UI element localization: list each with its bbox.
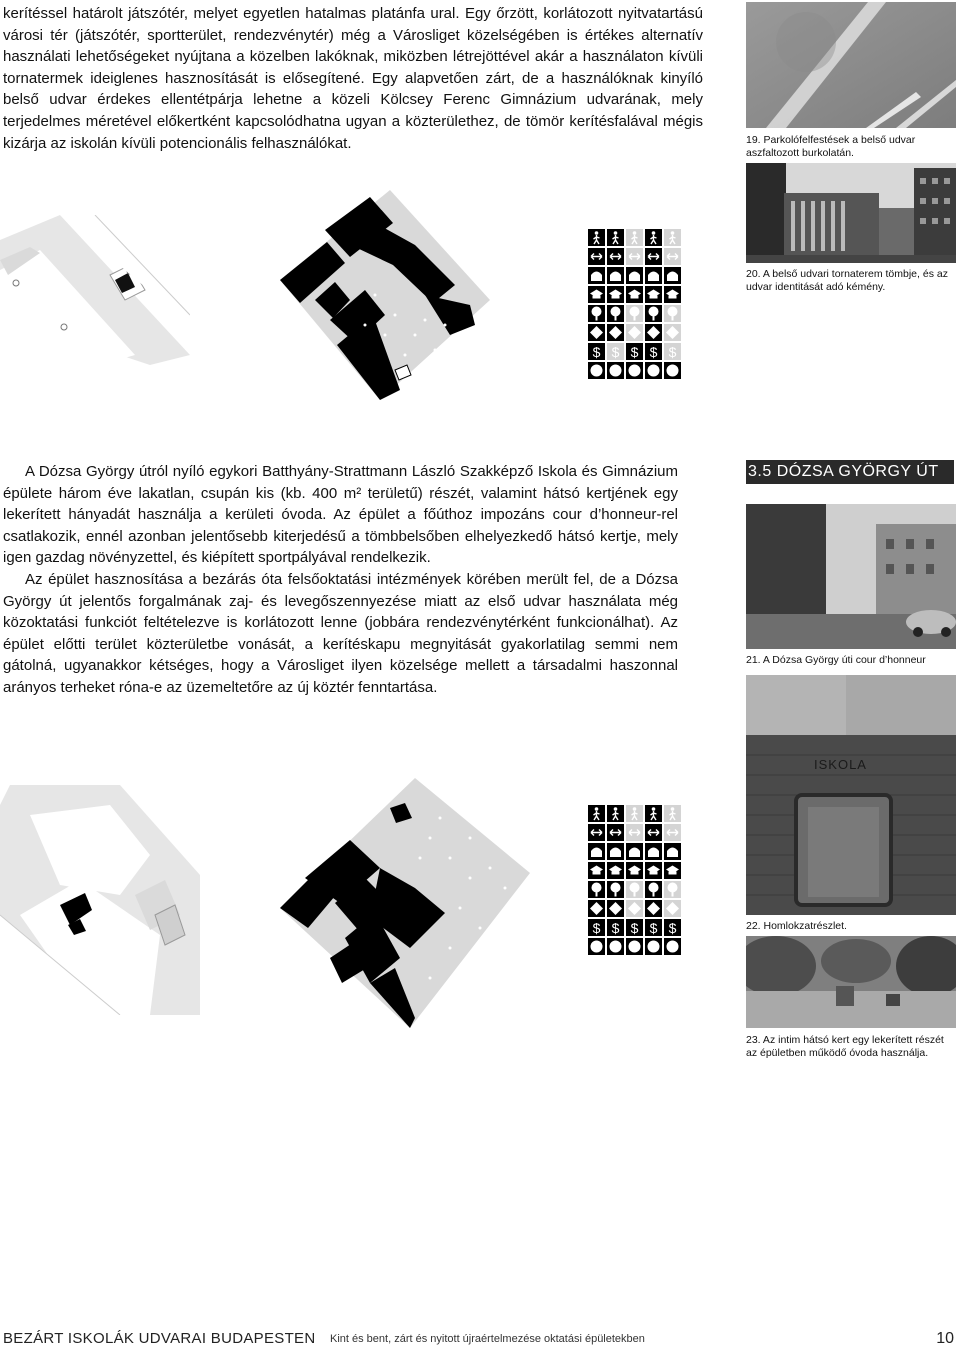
arrows-icon [626, 824, 643, 841]
checker-icon [626, 900, 643, 917]
graduation-cap-icon [645, 286, 662, 303]
clock-icon [607, 362, 624, 379]
dollar-icon [645, 919, 662, 936]
tree-icon [607, 881, 624, 898]
section-title: 3.5 DÓZSA GYÖRGY ÚT [746, 460, 954, 484]
pedestrian-icon [664, 805, 681, 822]
pedestrian-icon [626, 229, 643, 246]
graduation-cap-icon [607, 862, 624, 879]
pedestrian-icon [626, 805, 643, 822]
house-icon [664, 267, 681, 284]
checker-icon [626, 324, 643, 341]
dollar-icon [607, 343, 624, 360]
pedestrian-icon [645, 229, 662, 246]
checker-icon [645, 900, 662, 917]
house-icon [645, 843, 662, 860]
tree-icon [645, 881, 662, 898]
pedestrian-icon [607, 805, 624, 822]
graduation-cap-icon [664, 286, 681, 303]
pedestrian-icon [607, 229, 624, 246]
graduation-cap-icon [607, 286, 624, 303]
clock-icon [607, 938, 624, 955]
arrows-icon [626, 248, 643, 265]
footer [0, 1330, 960, 1350]
clock-icon [626, 362, 643, 379]
graduation-cap-icon [664, 862, 681, 879]
caption-23: 23. Az intim hátsó kert egy lekerített részét az épületben működő óvoda használja. [746, 1034, 944, 1059]
checker-icon [588, 324, 605, 341]
tree-icon [607, 305, 624, 322]
caption-19: 19. Parkolófelfestések a belső udvar aszfaltozott burkolatán. [746, 134, 916, 159]
dollar-icon [626, 343, 643, 360]
svg-text:$: $ [649, 920, 658, 936]
courtyard-plan-2 [270, 778, 532, 1030]
svg-text:$: $ [668, 344, 677, 360]
checker-icon [645, 324, 662, 341]
arrows-icon [607, 248, 624, 265]
svg-text:$: $ [592, 920, 601, 936]
icon-grid-1 [588, 229, 681, 381]
graduation-cap-icon [626, 862, 643, 879]
pedestrian-icon [588, 805, 605, 822]
svg-text:$: $ [611, 920, 620, 936]
arrows-icon [588, 248, 605, 265]
photo-parking-markings [746, 2, 956, 128]
pedestrian-icon [664, 229, 681, 246]
svg-text:$: $ [592, 344, 601, 360]
clock-icon [645, 938, 662, 955]
second-paragraph: A Dózsa György útról nyíló egykori Batthyány-Strattmann László Szakképző Iskola és Gimnázium épülete három éve lakatlan, csupán kis (kb. 400 m² területű) részét, valamint hátsó kertjének egy lekerített hányadát használja a kerületi óvoda. Az épület a főúthoz impozáns cour d’honneur-rel csatlakozik, ennél azonban jelentősebb kiterjedésű a tömbbelsőben elhelyezkedő hátsó kertje, mely igen gazdag növényzettel, és kiépített sportpályával rendelkezik. Az épület hasznosítása a bezárás óta felsőoktatási intézmények körében merült fel, de a Dózsa György út jelentős forgalmának zaj- és levegőszennyezése miatt az első udvar használata még közoktatási funkciót feltételezve is korlátozott lenne (jobbára rendezvénytérként funkcionálhat). Az épület előtti terület közterületbe vonását, a kerítéskapu megnyitását gyakorlatilag semmi nem gátolná, ugyanakkor kétséges, hogy a Városliget ilyen közelsége mellett a társadalmi haszonnal arányos terheket róna-e az üzemeltetőre az új köztér fenntartása. [3, 463, 678, 696]
arrows-icon [664, 248, 681, 265]
graduation-cap-icon [626, 286, 643, 303]
arrows-icon [645, 824, 662, 841]
pedestrian-icon [645, 805, 662, 822]
house-icon [607, 843, 624, 860]
svg-text:$: $ [668, 920, 677, 936]
clock-icon [645, 362, 662, 379]
checker-icon [607, 900, 624, 917]
caption-22: 22. Homlokzatrészlet. [746, 920, 847, 932]
tree-icon [588, 881, 605, 898]
clock-icon [588, 362, 605, 379]
photo-gym-building [746, 163, 956, 263]
courtyard-plan-1 [275, 185, 500, 405]
arrows-icon [607, 824, 624, 841]
graduation-cap-icon [588, 862, 605, 879]
arrows-icon [664, 824, 681, 841]
caption-20: 20. A belső udvari tornaterem tömbje, és az udvar identitását adó kémény. [746, 268, 948, 293]
clock-icon [588, 938, 605, 955]
arrows-icon [645, 248, 662, 265]
checker-icon [664, 324, 681, 341]
icon-grid-2 [588, 805, 681, 957]
school-sign: ISKOLA [814, 757, 867, 772]
checker-icon [588, 900, 605, 917]
dollar-icon [664, 343, 681, 360]
dollar-icon [588, 343, 605, 360]
svg-text:$: $ [630, 920, 639, 936]
footer-subtitle: Kint és bent, zárt és nyitott újraértelmezése oktatási épületekben [330, 1333, 645, 1345]
tree-icon [645, 305, 662, 322]
house-icon [626, 843, 643, 860]
tree-icon [664, 305, 681, 322]
footer-title: BEZÁRT ISKOLÁK UDVARAI BUDAPESTEN [3, 1330, 316, 1347]
clock-icon [664, 362, 681, 379]
checker-icon [664, 900, 681, 917]
house-icon [664, 843, 681, 860]
photo-facade-detail [746, 675, 956, 915]
caption-21: 21. A Dózsa György úti cour d’honneur [746, 654, 926, 666]
dollar-icon [626, 919, 643, 936]
svg-text:$: $ [630, 344, 639, 360]
house-icon [588, 843, 605, 860]
house-icon [607, 267, 624, 284]
context-map-2 [0, 785, 200, 1015]
tree-icon [626, 881, 643, 898]
svg-text:$: $ [611, 344, 620, 360]
svg-text:$: $ [649, 344, 658, 360]
context-map-1 [0, 215, 190, 365]
photo-cour-d-honneur [746, 504, 956, 649]
photo-back-garden [746, 936, 956, 1028]
house-icon [645, 267, 662, 284]
pedestrian-icon [588, 229, 605, 246]
graduation-cap-icon [588, 286, 605, 303]
dollar-icon [664, 919, 681, 936]
clock-icon [664, 938, 681, 955]
page-number: 10 [936, 1330, 954, 1347]
clock-icon [626, 938, 643, 955]
dollar-icon [607, 919, 624, 936]
dollar-icon [645, 343, 662, 360]
top-paragraph: kerítéssel határolt játszótér, melyet egyetlen hatalmas platánfa ural. Egy őrzött, korlátozott nyitvatartású városi tér (játszótér, sportterület, rendezvénytér) még a Városliget közelségében is értékes alternatív használati lehetőségeket nyújtana a közelben lakóknak, miközben létrejöttével akár a használaton kívüli tornatermek ideiglenes hasznosítását is elősegítené. Egy alapvetően zárt, de a használóknak kinyíló belső udvar érdekes ellentétpárja lehetne a közeli Kölcsey Ferenc Gimnázium udvarának, mely terjedelmes méretével előkertként kapcsolódhatna ugyan a közterülethez, de tömör kerítésfalával mégis kizárja az iskolán kívüli potencionális felhasználókat. [3, 5, 703, 152]
graduation-cap-icon [645, 862, 662, 879]
house-icon [626, 267, 643, 284]
tree-icon [664, 881, 681, 898]
dollar-icon [588, 919, 605, 936]
checker-icon [607, 324, 624, 341]
arrows-icon [588, 824, 605, 841]
tree-icon [588, 305, 605, 322]
house-icon [588, 267, 605, 284]
tree-icon [626, 305, 643, 322]
